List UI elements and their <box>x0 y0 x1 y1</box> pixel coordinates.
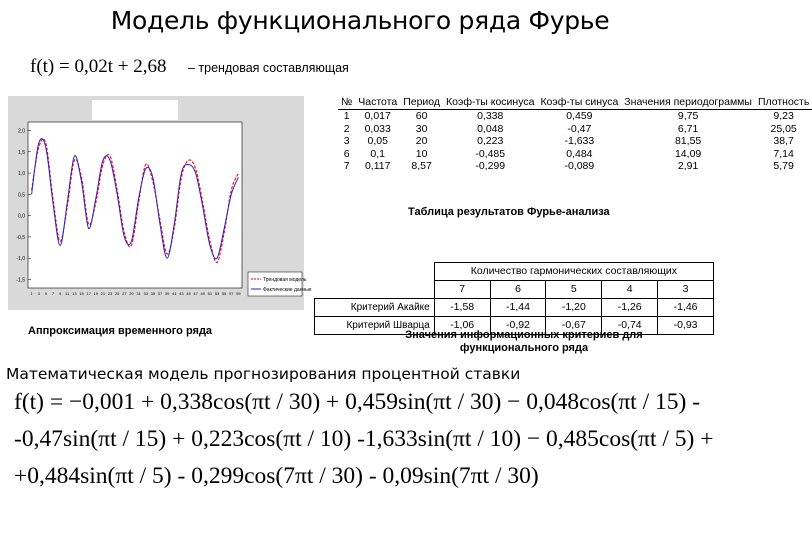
table-cell: 0,05 <box>367 135 388 147</box>
table-cell: 30 <box>415 122 428 135</box>
x-tick-label: 59 <box>236 291 241 296</box>
fourier-table <box>338 96 812 173</box>
table-cell: 0,017 <box>364 110 391 122</box>
criteria-columns-row <box>315 281 714 299</box>
x-tick-label: 29 <box>129 291 134 296</box>
header-cell: Коэф-ты косинуса <box>443 96 537 110</box>
y-tick-label: 0,0 <box>18 213 25 220</box>
x-tick-label: 3 <box>37 291 40 296</box>
y-tick-label: 2,0 <box>18 128 25 135</box>
table-cell: 7 <box>343 160 350 172</box>
table-cell: 0,1 <box>370 147 386 160</box>
x-tick-label: 21 <box>100 291 106 296</box>
table-cell: 5,79 <box>773 160 794 172</box>
table-row <box>338 123 812 136</box>
table-cell: -1,20 <box>546 299 602 317</box>
x-tick-label: 7 <box>51 291 55 296</box>
x-tick-label: 37 <box>157 291 163 296</box>
table-cell: 38,7 <box>773 135 794 147</box>
column-header: 7 <box>434 281 490 299</box>
table-cell: 14,09 <box>674 147 702 160</box>
table-cell: 10 <box>415 147 428 160</box>
table-cell: 25,05 <box>770 122 797 135</box>
x-tick-label: 19 <box>93 291 98 296</box>
x-tick-label: 39 <box>164 291 170 296</box>
criteria-table <box>314 262 714 335</box>
column-header: 3 <box>658 281 714 299</box>
table-cell: 0,484 <box>566 147 593 160</box>
x-tick-label: 41 <box>172 291 177 296</box>
header-cell: Коэф-ты синуса <box>537 96 621 110</box>
approximation-chart <box>8 96 312 310</box>
x-tick-label: 15 <box>79 291 84 296</box>
table-cell: 2,91 <box>677 160 699 172</box>
table-cell: -0,299 <box>475 160 506 172</box>
table-cell: 0,033 <box>364 122 391 135</box>
fourier-header-row <box>338 96 812 110</box>
x-tick-label: 47 <box>193 291 198 296</box>
table-cell: 0,223 <box>477 135 504 147</box>
x-tick-label: 13 <box>72 291 77 296</box>
table-cell: 9,23 <box>773 110 794 122</box>
header-cell: Плотность <box>755 96 812 110</box>
table-cell: -1,06 <box>434 317 490 335</box>
table-cell: -1,633 <box>564 135 595 147</box>
y-tick-label: -1,5 <box>16 277 25 284</box>
criteria-table-caption: Значения информационных критериев для функционального ряда <box>405 329 643 354</box>
x-tick-label: 9 <box>58 291 62 296</box>
table-cell: -0,47 <box>567 122 592 135</box>
table-cell: 0,459 <box>566 110 593 122</box>
blank-cell <box>315 281 435 299</box>
x-tick-label: 11 <box>65 291 70 296</box>
table-cell: 6 <box>343 147 350 160</box>
table-cell: -1,26 <box>602 299 658 317</box>
table-cell: -0,92 <box>490 317 546 335</box>
x-tick-label: 25 <box>114 291 120 296</box>
x-tick-label: 31 <box>136 291 141 296</box>
table-cell: 7,14 <box>773 147 794 160</box>
x-tick-label: 1 <box>30 291 33 296</box>
table-cell: 2 <box>343 122 350 135</box>
x-tick-label: 5 <box>44 291 47 296</box>
table-cell: 3 <box>343 135 350 147</box>
model-formula-line: -0,47sin(πt / 15) + 0,223cos(πt / 10) -1,633sin(πt / 10) − 0,485cos(πt / 5) + <box>14 426 714 452</box>
table-cell: 6,71 <box>677 122 699 135</box>
model-title: Математическая модель прогнозирования процентной ставки <box>6 365 521 383</box>
model-formula-line: f(t) = −0,001 + 0,338cos(πt / 30) + 0,459sin(πt / 30) − 0,048cos(πt / 15) - <box>14 389 701 415</box>
y-tick-label: -0,5 <box>16 234 25 241</box>
chart-caption: Аппроксимация временного ряда <box>28 325 213 337</box>
page-title: Модель функционального ряда Фурье <box>110 6 610 35</box>
y-tick-label: 1,0 <box>18 171 25 178</box>
table-cell: 9,75 <box>677 110 699 122</box>
row-label: Критерий Акайке <box>315 299 435 317</box>
column-header: 6 <box>490 281 546 299</box>
header-cell: Период <box>400 96 443 110</box>
x-tick-label: 43 <box>179 291 184 296</box>
chart-legend <box>248 272 312 296</box>
table-cell: 0,117 <box>364 160 391 172</box>
table-cell: -0,93 <box>658 317 714 335</box>
row-label: Критерий Шварца <box>315 317 435 335</box>
y-tick-label: 0,5 <box>18 192 25 199</box>
x-tick-label: 45 <box>186 291 191 296</box>
x-tick-label: 49 <box>200 291 205 296</box>
table-cell: 0,048 <box>477 122 504 135</box>
table-cell: -0,67 <box>546 317 602 335</box>
x-tick-label: 55 <box>221 291 227 296</box>
table-cell: 81,55 <box>674 135 702 147</box>
header-cell: Частота <box>355 96 400 110</box>
table-cell: -0,485 <box>475 147 506 160</box>
table-cell: 1 <box>343 110 350 122</box>
trend-formula: f(t) = 0,02t + 2,68 <box>30 56 167 77</box>
criteria-row-akaike <box>315 299 714 317</box>
chart-header-box <box>92 100 178 120</box>
table-row <box>338 110 812 123</box>
x-tick-label: 57 <box>229 291 234 296</box>
table-cell: 20 <box>415 135 428 147</box>
table-cell: -1,44 <box>490 299 546 317</box>
fourier-table-caption: Таблица результатов Фурье-анализа <box>408 206 610 218</box>
criteria-header: Количество гармонических составляющих <box>434 263 713 281</box>
blank-cell <box>315 263 435 281</box>
legend-label-model: Трендовая модель <box>263 277 307 283</box>
table-cell: -0,74 <box>602 317 658 335</box>
table-cell: 8,57 <box>411 160 432 172</box>
table-cell: 60 <box>415 110 428 122</box>
table-cell: 0,338 <box>477 110 504 122</box>
column-header: 4 <box>602 281 658 299</box>
y-tick-label: -1,0 <box>16 256 25 263</box>
table-row <box>338 148 812 161</box>
x-tick-label: 35 <box>150 291 156 296</box>
trend-note: – трендовая составляющая <box>188 61 349 75</box>
criteria-header-row <box>315 263 714 281</box>
table-cell: -1,46 <box>658 299 714 317</box>
x-tick-label: 17 <box>86 291 91 296</box>
x-tick-label: 51 <box>207 291 213 296</box>
x-tick-label: 27 <box>122 291 127 296</box>
x-tick-label: 33 <box>143 291 148 296</box>
table-row <box>338 160 812 173</box>
table-cell: -1,58 <box>434 299 490 317</box>
x-tick-label: 53 <box>214 291 220 296</box>
model-formula-line: +0,484sin(πt / 5) - 0,299cos(7πt / 30) - 0,09sin(7πt / 30) <box>14 463 539 489</box>
header-cell: Значения периодограммы <box>621 96 755 110</box>
plot-area <box>28 122 242 288</box>
column-header: 5 <box>546 281 602 299</box>
table-cell: -0,089 <box>564 160 595 172</box>
table-row <box>338 135 812 148</box>
x-tick-label: 23 <box>107 291 113 296</box>
y-tick-label: 1,5 <box>18 149 25 156</box>
legend-label-actual: Фактические данные <box>263 287 312 293</box>
header-cell: № <box>338 96 355 110</box>
